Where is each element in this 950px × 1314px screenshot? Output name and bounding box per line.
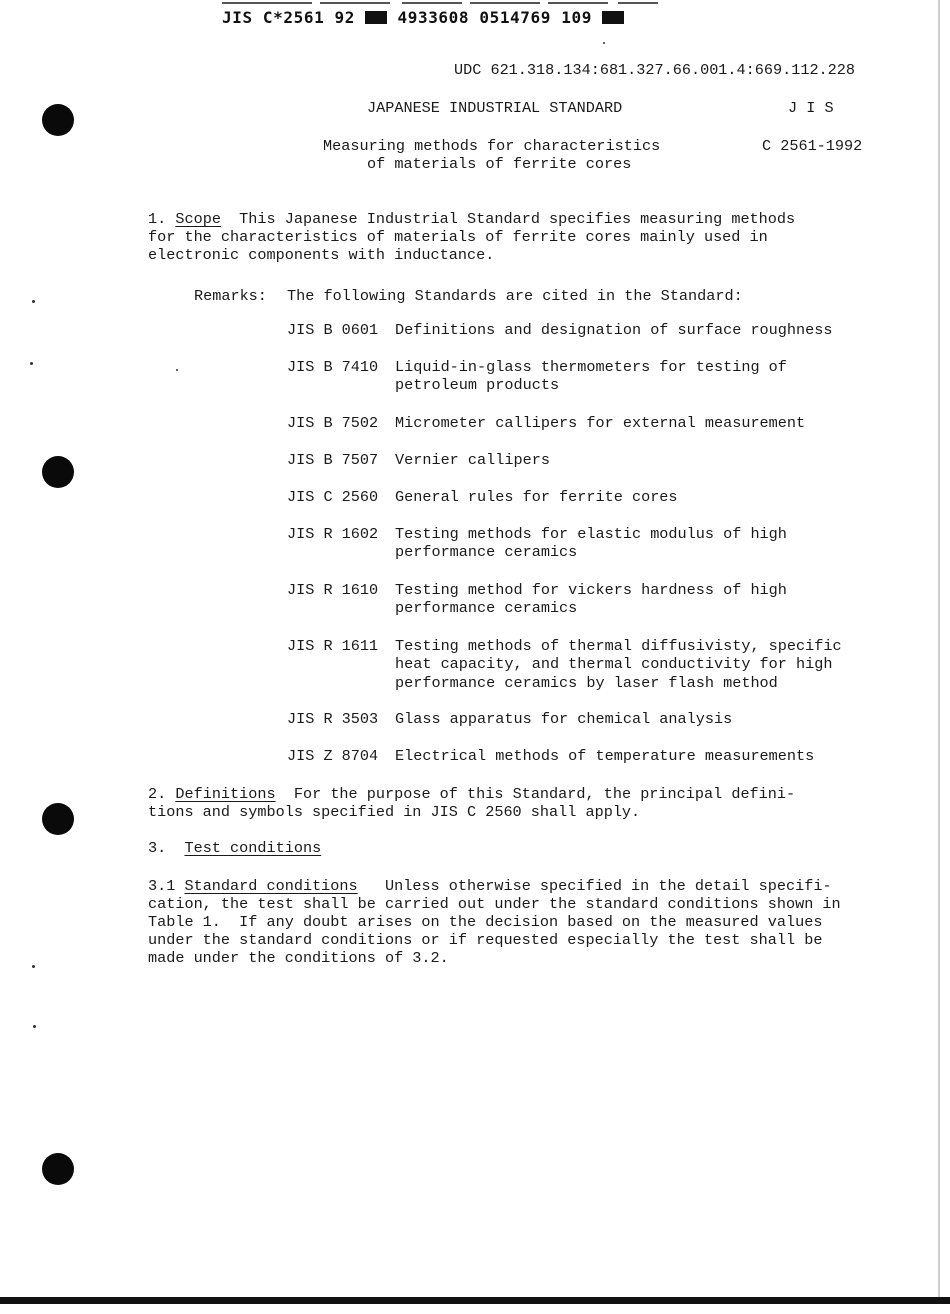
remarks-intro: The following Standards are cited in the Standard: <box>287 287 743 305</box>
cited-standard-title: Liquid-in-glass thermometers for testing of <box>395 358 787 376</box>
definitions-text: For the purpose of this Standard, the principal defini- <box>293 785 796 803</box>
udc-number: UDC 621.318.134:681.327.66.001.4:669.112.228 <box>454 61 856 79</box>
cited-standard-title: Definitions and designation of surface roughness <box>395 321 833 339</box>
cited-standard-title: heat capacity, and thermal conductivity for high <box>395 655 833 674</box>
cited-standard-title: Electrical methods of temperature measurements <box>395 747 815 765</box>
cited-standard-title: Micrometer callipers for external measurement <box>395 414 806 432</box>
document-title-line1: Measuring methods for characteristics <box>323 137 661 155</box>
test-conditions-heading: Test conditions <box>184 839 322 857</box>
cited-standard-title: Testing methods of thermal diffusivisty, specific <box>395 637 842 655</box>
test-conditions-line <box>148 839 321 857</box>
speck-mark <box>176 369 178 371</box>
document-title-line2: of materials of ferrite cores <box>367 155 632 173</box>
cited-standard-title: performance ceramics <box>395 543 578 562</box>
top-edge-mark <box>470 2 540 4</box>
punch-hole-icon <box>42 803 74 835</box>
scan-edge-right <box>938 0 940 1300</box>
cited-standard-title: performance ceramics <box>395 599 578 618</box>
scan-edge-bottom <box>0 1297 950 1304</box>
cited-standard-code: JIS B 7502 <box>287 414 379 432</box>
scope-line1 <box>148 210 795 228</box>
speck-mark <box>33 1025 36 1028</box>
standard-conditions-line5: made under the conditions of 3.2. <box>148 949 449 967</box>
cited-standard-code: JIS B 7507 <box>287 451 379 469</box>
speck-mark <box>30 362 33 365</box>
catalog-code-line <box>222 8 624 27</box>
top-edge-mark <box>618 2 658 4</box>
top-edge-mark <box>548 2 608 4</box>
top-edge-mark <box>402 2 462 4</box>
definitions-line1 <box>148 785 795 803</box>
cited-standard-code: JIS R 1610 <box>287 581 379 599</box>
definitions-heading: Definitions <box>175 785 276 803</box>
cited-standard-title: Testing method for vickers hardness of high <box>395 581 787 599</box>
cited-standard-code: JIS R 1602 <box>287 525 379 543</box>
cited-standard-code: JIS B 0601 <box>287 321 379 339</box>
punch-hole-icon <box>42 456 74 488</box>
scope-line3: electronic components with inductance. <box>148 246 495 264</box>
standard-conditions-line3: Table 1. If any doubt arises on the decision based on the measured values <box>148 913 823 931</box>
scope-heading: Scope <box>175 210 221 228</box>
speck-mark <box>32 965 35 968</box>
black-block-icon <box>602 11 624 24</box>
top-edge-mark <box>320 2 390 4</box>
section-number: 3.1 <box>148 877 176 895</box>
standard-conditions-line4: under the standard conditions or if requested especially the test shall be <box>148 931 823 949</box>
definitions-line2: tions and symbols specified in JIS C 2560 shall apply. <box>148 803 641 821</box>
section-number: 3. <box>148 839 167 857</box>
speck-mark <box>603 42 605 44</box>
standard-conditions-line1 <box>148 877 832 895</box>
standard-conditions-line2: cation, the test shall be carried out under the standard conditions shown in <box>148 895 841 913</box>
cited-standard-title: Vernier callipers <box>395 451 550 469</box>
jis-mark: J I S <box>788 99 834 117</box>
top-edge-mark <box>222 2 312 4</box>
standard-conditions-heading: Standard conditions <box>184 877 358 895</box>
punch-hole-icon <box>42 104 74 136</box>
scope-line2: for the characteristics of materials of ferrite cores mainly used in <box>148 228 768 246</box>
standard-label: JAPANESE INDUSTRIAL STANDARD <box>367 99 623 117</box>
catalog-code-2: 4933608 0514769 109 <box>397 8 592 27</box>
remarks-label: Remarks: <box>194 287 267 305</box>
standard-number: C 2561-1992 <box>762 137 863 155</box>
cited-standard-code: JIS R 3503 <box>287 710 379 728</box>
cited-standard-title: Glass apparatus for chemical analysis <box>395 710 733 728</box>
section-number: 1. <box>148 210 167 228</box>
cited-standard-title: General rules for ferrite cores <box>395 488 678 506</box>
cited-standard-title: Testing methods for elastic modulus of high <box>395 525 787 543</box>
cited-standard-code: JIS C 2560 <box>287 488 379 506</box>
standard-conditions-text: Unless otherwise specified in the detail specifi- <box>384 877 832 895</box>
section-number: 2. <box>148 785 167 803</box>
speck-mark <box>32 300 35 303</box>
catalog-code-1: JIS C*2561 92 <box>222 8 356 27</box>
cited-standard-title: performance ceramics by laser flash method <box>395 673 778 692</box>
cited-standard-title: petroleum products <box>395 376 560 395</box>
cited-standard-code: JIS B 7410 <box>287 358 379 376</box>
punch-hole-icon <box>42 1153 74 1185</box>
scope-text: This Japanese Industrial Standard specifies measuring methods <box>239 210 796 228</box>
cited-standard-code: JIS R 1611 <box>287 637 379 655</box>
cited-standard-code: JIS Z 8704 <box>287 747 379 765</box>
black-block-icon <box>365 11 387 24</box>
